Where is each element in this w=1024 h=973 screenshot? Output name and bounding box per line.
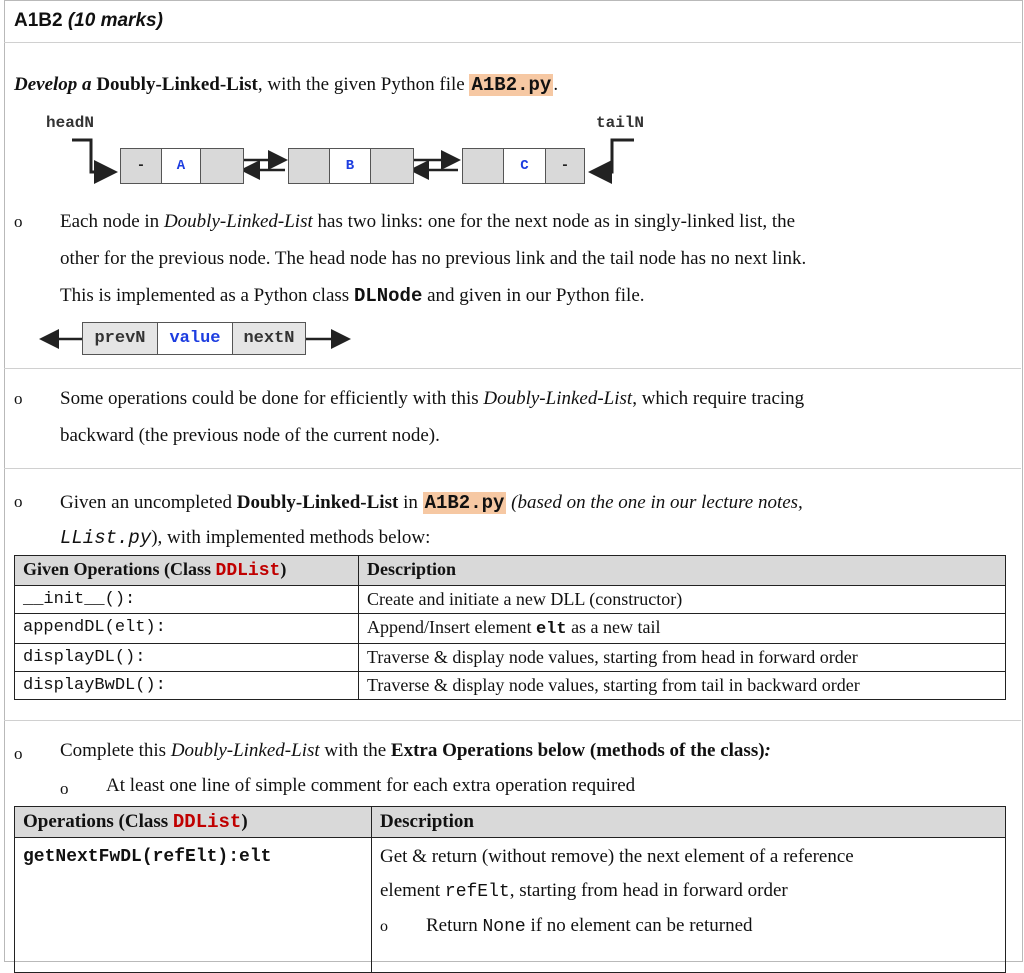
- op-cell: appendDL(elt):: [15, 614, 359, 644]
- op-cell: displayDL():: [15, 644, 359, 672]
- header-description: Description: [372, 807, 1006, 838]
- header-operations: Operations (Class DDList): [15, 807, 372, 838]
- bullet: o: [14, 389, 23, 408]
- paragraph-efficiency: Some operations could be done for efficiently with this Doubly-Linked-List, which require tracing backward (the previous node of the current node).: [60, 388, 805, 446]
- paragraph-given: Given an uncompleted Doubly-Linked-List in A1B2.py (based on the one in our lecture notes, LList.py), with implemented methods below:: [60, 492, 803, 549]
- struct-nextN: nextN: [232, 322, 306, 355]
- paragraph-complete: Complete this Doubly-Linked-List with the Extra Operations below (methods of the class):: [60, 740, 771, 761]
- node-b-prev: [288, 148, 330, 184]
- node-b-next: [370, 148, 414, 184]
- op-cell: __init__():: [15, 586, 359, 614]
- node-a-prev: -: [120, 148, 162, 184]
- struct-prevN: prevN: [82, 322, 158, 355]
- head-label: headN: [46, 114, 95, 132]
- desc-cell: Create and initiate a new DLL (constructor): [359, 586, 1006, 614]
- divider: [4, 368, 1021, 369]
- divider: [4, 468, 1021, 469]
- tail-label: tailN: [596, 114, 645, 132]
- table-header: [15, 807, 1006, 838]
- node-c-value: C: [503, 148, 546, 184]
- op-cell: displayBwDL():: [15, 672, 359, 700]
- table-row: [15, 586, 1006, 614]
- node-b-value: B: [329, 148, 371, 184]
- question-code: A1B2: [14, 10, 63, 31]
- intro-file: A1B2.py: [471, 74, 552, 96]
- table-row: [15, 644, 1006, 672]
- bullet: o: [14, 212, 23, 231]
- header-operations: Given Operations (Class DDList): [15, 556, 359, 586]
- extra-operations-table: [14, 806, 1006, 973]
- table-row: [15, 672, 1006, 700]
- intro-rest: , with the given Python file: [257, 74, 465, 95]
- table-row: [15, 614, 1006, 644]
- divider: [4, 720, 1021, 721]
- bullet: o: [60, 779, 69, 798]
- desc-cell: Traverse & display node values, starting from head in forward order: [359, 644, 1006, 672]
- table-row: [15, 838, 1006, 973]
- intro-dll: Doubly-Linked-List: [96, 74, 258, 95]
- paragraph-node-links: Each node in Doubly-Linked-List has two links: one for the next node as in singly-linked list, the other for the previous node. The head node has no previous link and the tail node has no next link. This is implemented as a Python class DLNode and given in our Python file.: [60, 211, 807, 307]
- intro-develop: Develop a: [14, 74, 92, 95]
- bullet: o: [380, 918, 388, 935]
- bullet: o: [14, 492, 23, 511]
- op-cell: getNextFwDL(refElt):elt: [15, 838, 372, 973]
- given-operations-table: [14, 555, 1006, 700]
- bullet: o: [14, 744, 23, 763]
- node-c-next: -: [545, 148, 585, 184]
- desc-cell: Append/Insert element elt as a new tail: [359, 614, 1006, 644]
- intro-period: .: [553, 74, 559, 95]
- header-description: Description: [359, 556, 1006, 586]
- node-a-value: A: [161, 148, 201, 184]
- desc-cell: Traverse & display node values, starting from tail in backward order: [359, 672, 1006, 700]
- question-marks: (10 marks): [67, 10, 163, 31]
- struct-value: value: [157, 322, 233, 355]
- node-a-next: [200, 148, 244, 184]
- desc-cell: Get & return (without remove) the next element of a reference element refElt, starting from head in forward order o Return None if no element can be returned: [372, 838, 1006, 973]
- table-header: [15, 556, 1006, 586]
- sub-requirement: At least one line of simple comment for each extra operation required: [106, 775, 636, 796]
- node-c-prev: [462, 148, 504, 184]
